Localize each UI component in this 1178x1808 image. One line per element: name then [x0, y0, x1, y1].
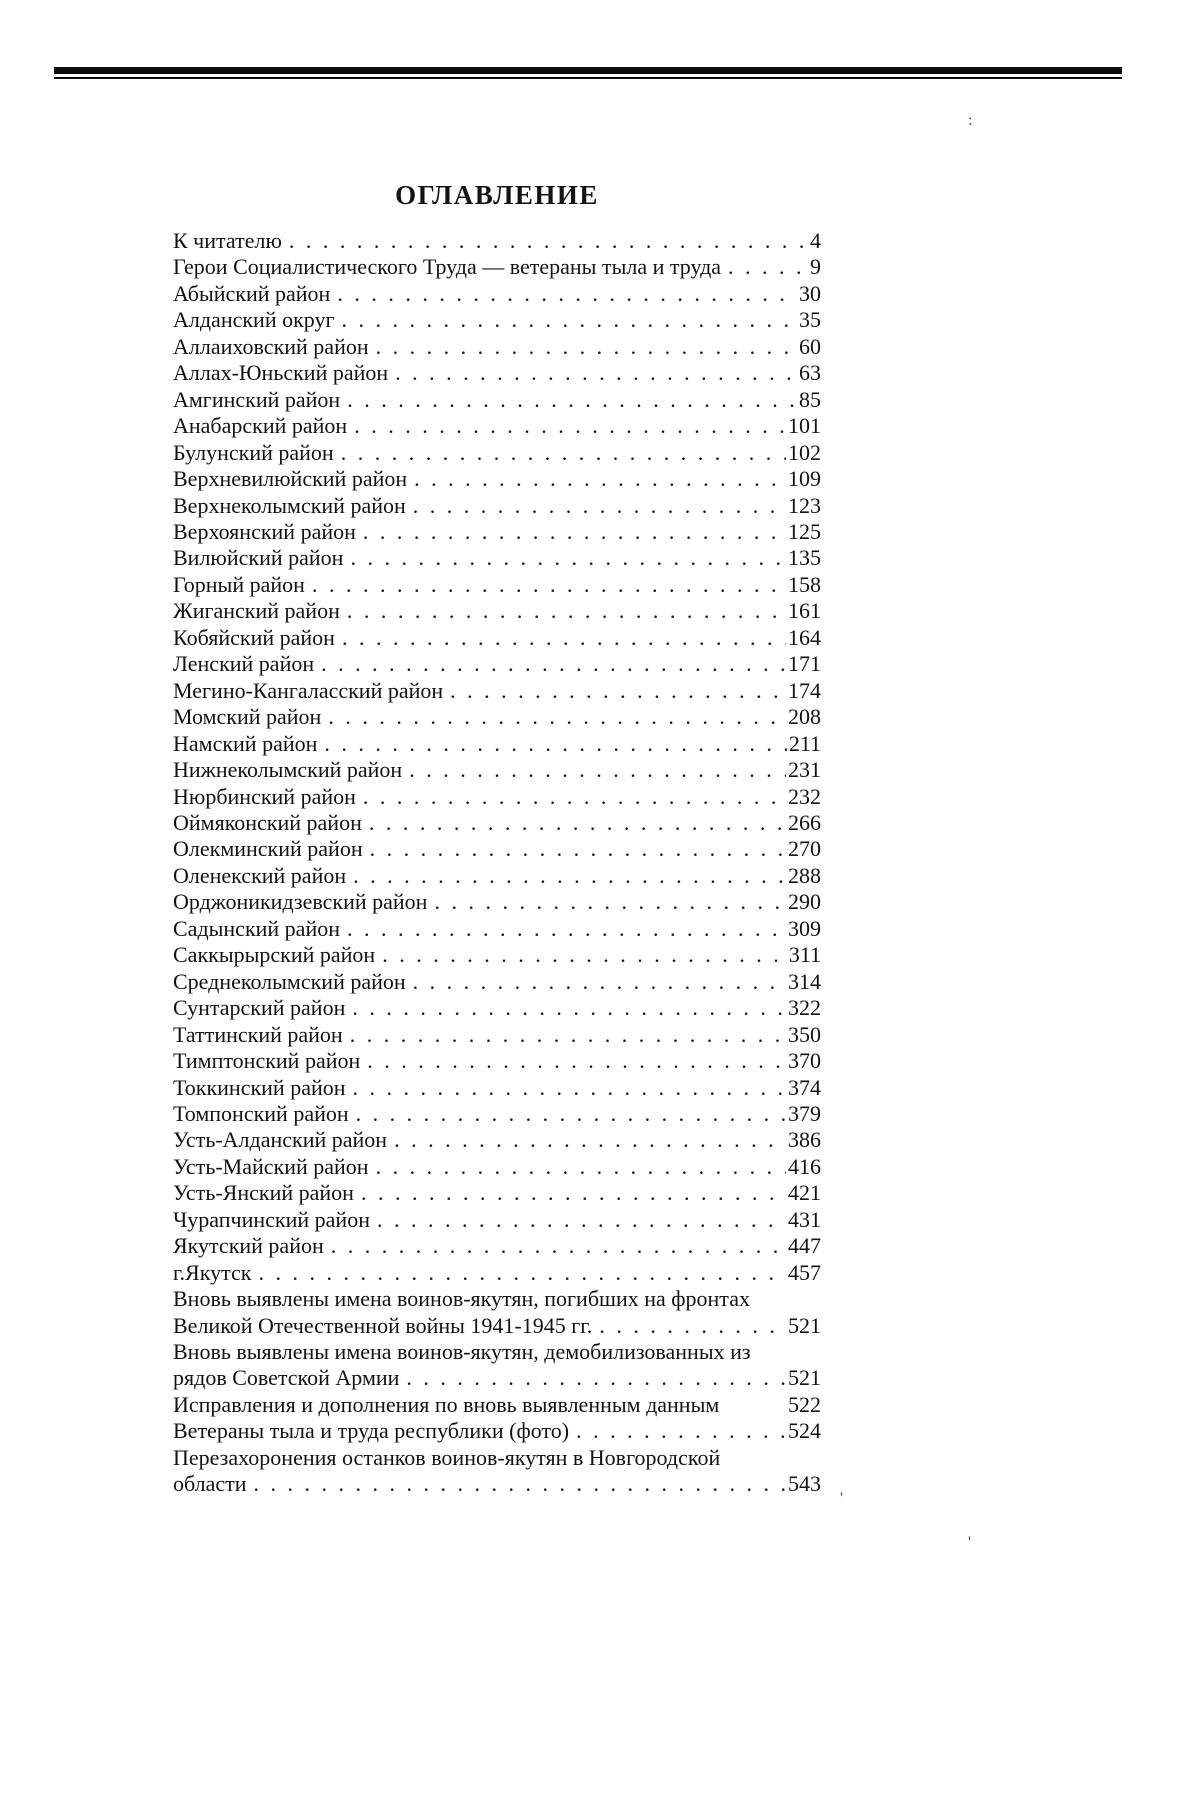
toc-leader-dots — [254, 1471, 786, 1497]
toc-entry — [173, 387, 821, 413]
toc-entry-page: 211 — [788, 730, 821, 756]
toc-leader-dots — [363, 519, 786, 545]
toc-leader-dots — [363, 784, 786, 810]
toc-entry — [173, 1233, 821, 1259]
toc-entry-label: Анабарский район — [173, 413, 348, 439]
toc-leader-dots — [350, 1022, 786, 1048]
toc-entry — [173, 228, 821, 254]
toc-leader-dots — [361, 1180, 786, 1206]
toc-leader-dots — [382, 942, 787, 968]
toc-leader-dots — [289, 228, 808, 254]
toc-entry-page: 374 — [788, 1074, 821, 1100]
toc-leader-dots — [342, 307, 797, 333]
toc-leader-dots — [354, 413, 786, 439]
toc-entry — [173, 281, 821, 307]
toc-entry-label: Саккырырский район — [173, 942, 376, 968]
toc-entry — [173, 704, 821, 730]
toc-entry-label: Амгинский район — [173, 386, 341, 412]
toc-entry-label: Якутский район — [173, 1233, 324, 1259]
toc-entry-label: Нюрбинский район — [173, 783, 356, 809]
toc-entry-page: 109 — [788, 466, 821, 492]
toc-entry-page: 457 — [788, 1259, 821, 1285]
toc-entry-label: Ветераны тыла и труда республики (фото) — [173, 1418, 570, 1444]
toc-leader-dots — [728, 254, 808, 280]
toc-leader-dots — [353, 863, 786, 889]
toc-entry-label: Верхнеколымский район — [173, 492, 406, 518]
toc-entry — [173, 1127, 821, 1153]
toc-leader-dots — [369, 810, 786, 836]
toc-leader-dots — [370, 836, 786, 862]
toc-leader-dots — [356, 1101, 786, 1127]
toc-entry — [173, 836, 821, 862]
toc-entry-page: 231 — [788, 757, 821, 783]
toc-entry — [173, 519, 821, 545]
toc-entry — [173, 1180, 821, 1206]
toc-entry-label: области — [173, 1471, 247, 1497]
toc-entry-label: Томпонский район — [173, 1100, 349, 1126]
toc-entry-label: г.Якутск — [173, 1259, 252, 1285]
toc-leader-dots — [347, 598, 786, 624]
toc-entry — [173, 334, 821, 360]
toc-leader-dots — [337, 281, 797, 307]
scan-artifact: ' — [840, 1490, 843, 1507]
toc-leader-dots — [350, 545, 786, 571]
toc-entry-label: Кобяйский район — [173, 624, 335, 650]
toc-entry-page: 309 — [788, 915, 821, 941]
toc-entry-page: 524 — [788, 1418, 821, 1444]
toc-entry-label: Оленекский район — [173, 862, 347, 888]
toc-entry — [173, 731, 821, 757]
toc-leader-dots — [377, 1207, 786, 1233]
toc-entry-label: Верхневилюйский район — [173, 466, 408, 492]
toc-entry-page: 314 — [788, 968, 821, 994]
toc-entry-label: Олекминский район — [173, 836, 363, 862]
toc-entry-label: Токкинский район — [173, 1074, 346, 1100]
toc-entry-page: 386 — [788, 1127, 821, 1153]
toc-entry — [173, 1075, 821, 1101]
toc-entry-label: К читателю — [173, 228, 282, 253]
toc-entry-label: Вновь выявлены имена воинов-якутян, погибших на фронтах — [173, 1286, 750, 1312]
toc-leader-dots — [413, 969, 786, 995]
toc-entry-page: 522 — [788, 1391, 821, 1417]
toc-entry-label: Момский район — [173, 704, 322, 730]
toc-entry-label: Оймяконский район — [173, 809, 362, 835]
toc-entry-page: 322 — [788, 995, 821, 1021]
toc-entry-label: Абыйский район — [173, 280, 331, 306]
toc-entry — [173, 466, 821, 492]
toc-entry — [173, 1313, 821, 1339]
toc-entry-label: Чурапчинский район — [173, 1206, 370, 1232]
page-title: ОГЛАВЛЕНИЕ — [395, 180, 599, 210]
toc-leader-dots — [312, 572, 786, 598]
toc-entry-label: Тимптонский район — [173, 1048, 361, 1074]
toc-entry-label: Исправления и дополнения по вновь выявленным данным — [173, 1391, 720, 1417]
toc-leader-dots — [347, 387, 797, 413]
toc-leader-dots — [331, 1233, 786, 1259]
toc-leader-dots — [347, 916, 786, 942]
toc-entry-page: 447 — [788, 1233, 821, 1259]
toc-entry — [173, 916, 821, 942]
toc-entry — [173, 863, 821, 889]
toc-entry — [173, 1101, 821, 1127]
toc-leader-dots — [450, 678, 786, 704]
toc-leader-dots — [258, 1260, 786, 1286]
toc-entry-page: 171 — [788, 651, 821, 677]
toc-entry — [173, 995, 821, 1021]
toc-entry — [173, 440, 821, 466]
toc-entry-label: Усть-Майский район — [173, 1153, 369, 1179]
scan-artifact: : — [968, 112, 973, 129]
toc-entry — [173, 1260, 821, 1286]
toc-leader-dots — [342, 625, 786, 651]
toc-entry — [173, 1022, 821, 1048]
toc-entry-page: 9 — [810, 254, 821, 280]
toc-leader-dots — [434, 889, 786, 915]
toc-entry-page: 161 — [788, 598, 821, 624]
toc-entry-label: Перезахоронения останков воинов-якутян в Новгородской — [173, 1444, 721, 1470]
toc-leader-dots — [376, 334, 797, 360]
toc-entry-page: 290 — [788, 889, 821, 915]
toc-entry — [173, 757, 821, 783]
toc-entry-label: Герои Социалистического Труда — ветераны тыла и труда — [173, 254, 722, 280]
toc-leader-dots — [394, 1127, 786, 1153]
toc-entry — [173, 969, 821, 995]
toc-entry-page: 135 — [788, 545, 821, 571]
toc-entry — [173, 1418, 821, 1444]
toc-entry-label: рядов Советской Армии — [173, 1365, 400, 1391]
toc-entry-label: Аллаиховский район — [173, 333, 369, 359]
toc-entry — [173, 1471, 821, 1497]
toc-entry-page: 416 — [788, 1153, 821, 1179]
toc-leader-dots — [367, 1048, 786, 1074]
toc-entry — [173, 1048, 821, 1074]
toc-entry-page: 521 — [788, 1312, 821, 1338]
toc-entry — [173, 1286, 821, 1312]
toc-entry — [173, 1445, 821, 1471]
toc-entry-page: 174 — [788, 677, 821, 703]
toc-entry-page: 431 — [788, 1206, 821, 1232]
toc-entry-page: 421 — [788, 1180, 821, 1206]
toc-leader-dots — [599, 1313, 786, 1339]
toc-entry-label: Усть-Алданский район — [173, 1127, 388, 1153]
toc-entry — [173, 1154, 821, 1180]
toc-leader-dots — [341, 440, 786, 466]
toc-entry — [173, 360, 821, 386]
toc-entry-page: 60 — [799, 333, 821, 359]
toc-entry — [173, 1207, 821, 1233]
toc-entry-label: Булунский район — [173, 439, 334, 465]
toc-leader-dots — [352, 995, 786, 1021]
scan-artifact: ' — [968, 1534, 971, 1551]
header-double-rule — [54, 67, 1122, 79]
toc-entry — [173, 1392, 821, 1418]
toc-entry-page: 30 — [799, 280, 821, 306]
toc-entry-page: 379 — [788, 1100, 821, 1126]
toc-entry — [173, 784, 821, 810]
toc-leader-dots — [414, 466, 786, 492]
toc-leader-dots — [406, 1365, 786, 1391]
toc-entry-page: 370 — [788, 1048, 821, 1074]
toc-entry-label: Таттинский район — [173, 1021, 343, 1047]
toc-entry-label: Вновь выявлены имена воинов-якутян, демобилизованных из — [173, 1339, 751, 1365]
toc-entry-page: 164 — [788, 624, 821, 650]
toc-entry-label: Алданский округ — [173, 307, 335, 333]
toc-entry-page: 208 — [788, 704, 821, 730]
toc-list — [173, 228, 821, 1498]
toc-entry — [173, 1365, 821, 1391]
toc-entry-page: 35 — [799, 307, 821, 333]
toc-entry-page: 288 — [788, 862, 821, 888]
content-column — [173, 180, 821, 1498]
toc-entry-page: 270 — [788, 836, 821, 862]
toc-entry-page: 350 — [788, 1021, 821, 1047]
toc-entry-label: Сунтарский район — [173, 995, 346, 1021]
toc-entry-page: 123 — [788, 492, 821, 518]
toc-entry-label: Ленский район — [173, 651, 315, 677]
toc-leader-dots — [395, 360, 797, 386]
toc-entry — [173, 254, 821, 280]
toc-leader-dots — [576, 1418, 786, 1444]
toc-leader-dots — [353, 1075, 786, 1101]
toc-entry — [173, 678, 821, 704]
toc-entry-label: Вилюйский район — [173, 545, 344, 571]
toc-entry-label: Усть-Янский район — [173, 1180, 354, 1206]
toc-entry-page: 102 — [788, 439, 821, 465]
toc-entry — [173, 493, 821, 519]
toc-entry-page: 63 — [799, 360, 821, 386]
toc-entry — [173, 889, 821, 915]
toc-leader-dots — [409, 757, 786, 783]
toc-entry-page: 158 — [788, 571, 821, 597]
toc-entry — [173, 413, 821, 439]
toc-entry-page: 266 — [788, 809, 821, 835]
toc-entry-label: Горный район — [173, 571, 305, 597]
toc-entry-page: 232 — [788, 783, 821, 809]
toc-entry-label: Великой Отечественной войны 1941-1945 гг. — [173, 1312, 593, 1338]
toc-leader-dots — [376, 1154, 786, 1180]
toc-entry-page: 311 — [788, 942, 821, 968]
toc-entry-label: Мегино-Кангаласский район — [173, 677, 444, 703]
toc-entry-label: Орджоникидзевский район — [173, 889, 428, 915]
toc-leader-dots — [321, 651, 786, 677]
toc-entry-page: 85 — [799, 386, 821, 412]
toc-entry-label: Среднеколымский район — [173, 968, 406, 994]
toc-entry — [173, 598, 821, 624]
toc-entry-label: Намский район — [173, 730, 318, 756]
toc-entry — [173, 307, 821, 333]
toc-entry-page: 125 — [788, 518, 821, 544]
toc-entry — [173, 545, 821, 571]
toc-leader-dots — [413, 493, 786, 519]
toc-entry — [173, 1339, 821, 1365]
toc-entry-page: 4 — [810, 228, 821, 253]
toc-entry — [173, 572, 821, 598]
toc-entry-label: Жиганский район — [173, 598, 340, 624]
toc-entry — [173, 810, 821, 836]
toc-entry — [173, 942, 821, 968]
toc-entry-label: Нижнеколымский район — [173, 757, 403, 783]
toc-entry-label: Садынский район — [173, 915, 340, 941]
toc-leader-dots — [328, 704, 786, 730]
toc-entry — [173, 625, 821, 651]
toc-entry-page: 101 — [788, 413, 821, 439]
toc-entry-label: Аллах-Юньский район — [173, 360, 389, 386]
toc-entry-page: 521 — [788, 1365, 821, 1391]
toc-entry-page: 543 — [788, 1471, 821, 1497]
toc-entry — [173, 651, 821, 677]
toc-leader-dots — [324, 731, 786, 757]
toc-entry-label: Верхоянский район — [173, 518, 356, 544]
